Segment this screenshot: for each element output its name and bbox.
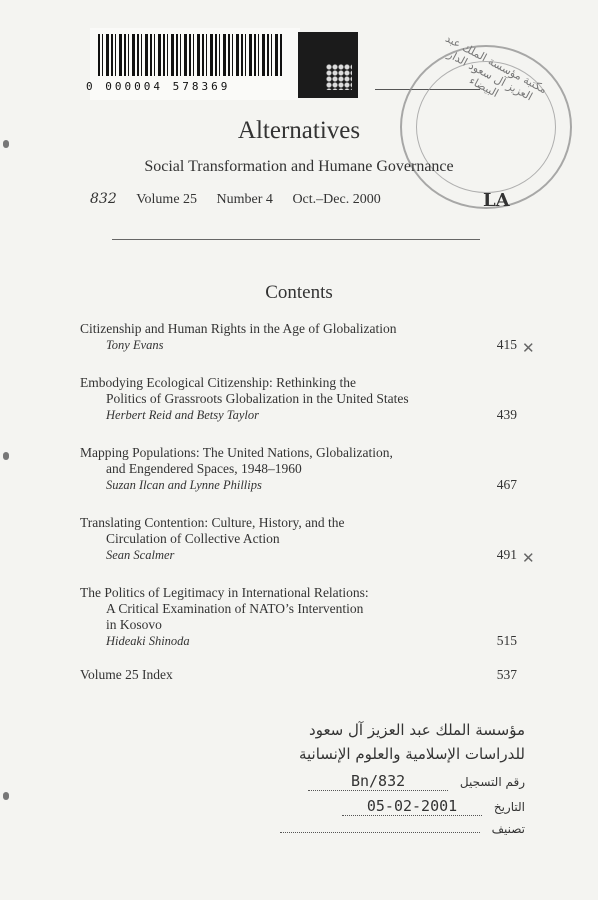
header-rule: [112, 239, 480, 240]
handwritten-mark: LA: [483, 190, 510, 211]
journal-subtitle: Social Transformation and Humane Governance: [144, 158, 454, 175]
toc-entry: [80, 375, 520, 423]
toc-entry-author: Herbert Reid and Betsy Taylor: [106, 408, 259, 422]
toc-entry-page: 439: [496, 407, 517, 422]
issue-date: Oct.–Dec. 2000: [292, 192, 381, 207]
registration-block: [225, 718, 525, 836]
issue-number: Number 4: [216, 192, 273, 207]
barcode-number: 0 000004 578369: [86, 80, 231, 93]
toc-entry-page: 467: [496, 477, 517, 492]
library-logo-icon: [298, 32, 358, 98]
toc-entry-page: 537: [496, 667, 517, 682]
classification-value: [280, 832, 480, 833]
toc-entry: [80, 585, 520, 649]
toc-entry-author: Sean Scalmer: [106, 548, 175, 562]
registration-number-label: رقم التسجيل: [459, 775, 525, 789]
registration-line-1: مؤسسة الملك عبد العزيز آل سعود: [309, 721, 525, 739]
issue-line: [90, 191, 397, 208]
scan-speck: [3, 140, 9, 148]
toc-entry-title: Mapping Populations: The United Nations, Globalization,: [80, 445, 393, 460]
toc-entry-title: Politics of Grassroots Globalization in the United States: [106, 391, 409, 406]
table-of-contents: [80, 321, 535, 683]
toc-entry-title: Volume 25 Index: [80, 667, 173, 682]
contents-heading: Contents: [265, 282, 333, 303]
toc-entry-title: Translating Contention: Culture, History, and the: [80, 515, 345, 530]
barcode-bars: [98, 34, 283, 76]
toc-entry-title: Circulation of Collective Action: [106, 531, 280, 546]
handwritten-accession: 832: [90, 191, 117, 207]
toc-entry-author: Hideaki Shinoda: [106, 634, 190, 648]
toc-entry-page: 491: [496, 547, 517, 562]
registration-number-value: Bn/832: [308, 772, 448, 791]
registration-line-2: للدراسات الإسلامية والعلوم الإنسانية: [298, 745, 525, 763]
handwritten-check-mark: ✕: [522, 551, 535, 567]
classification-label: تصنيف: [491, 822, 525, 836]
toc-entry: [80, 515, 535, 567]
toc-entry-title: and Engendered Spaces, 1948–1960: [106, 461, 302, 476]
toc-entry: [80, 445, 520, 493]
toc-entry-title: A Critical Examination of NATO’s Intervention: [106, 601, 364, 616]
registration-date-field: [225, 797, 525, 816]
registration-number-field: [225, 772, 525, 791]
toc-entry-author: Tony Evans: [106, 338, 164, 352]
toc-entry-author: Suzan Ilcan and Lynne Phillips: [106, 478, 262, 492]
toc-entry-page: 415: [496, 337, 517, 352]
toc-entry-title: Embodying Ecological Citizenship: Rethinking the: [80, 375, 356, 390]
toc-entry-title: Citizenship and Human Rights in the Age of Globalization: [80, 321, 397, 336]
journal-title: Alternatives: [237, 117, 361, 144]
toc-entry-title: in Kosovo: [106, 617, 162, 632]
registration-date-label: التاريخ: [493, 800, 525, 814]
toc-entry: [80, 667, 520, 683]
toc-entry: [80, 321, 535, 357]
library-stamp-text: مكتبة مؤسسة الملك عبد العزيز آل سعود الدار البيضاء: [443, 31, 549, 104]
toc-entry-page: 515: [496, 633, 517, 648]
volume: Volume 25: [136, 192, 198, 207]
classification-field: [225, 822, 525, 836]
toc-entry-title: The Politics of Legitimacy in International Relations:: [80, 585, 369, 600]
scan-speck: [3, 452, 9, 460]
registration-date-value: 05-02-2001: [342, 797, 482, 816]
scan-speck: [3, 792, 9, 800]
handwritten-check-mark: ✕: [522, 341, 535, 357]
